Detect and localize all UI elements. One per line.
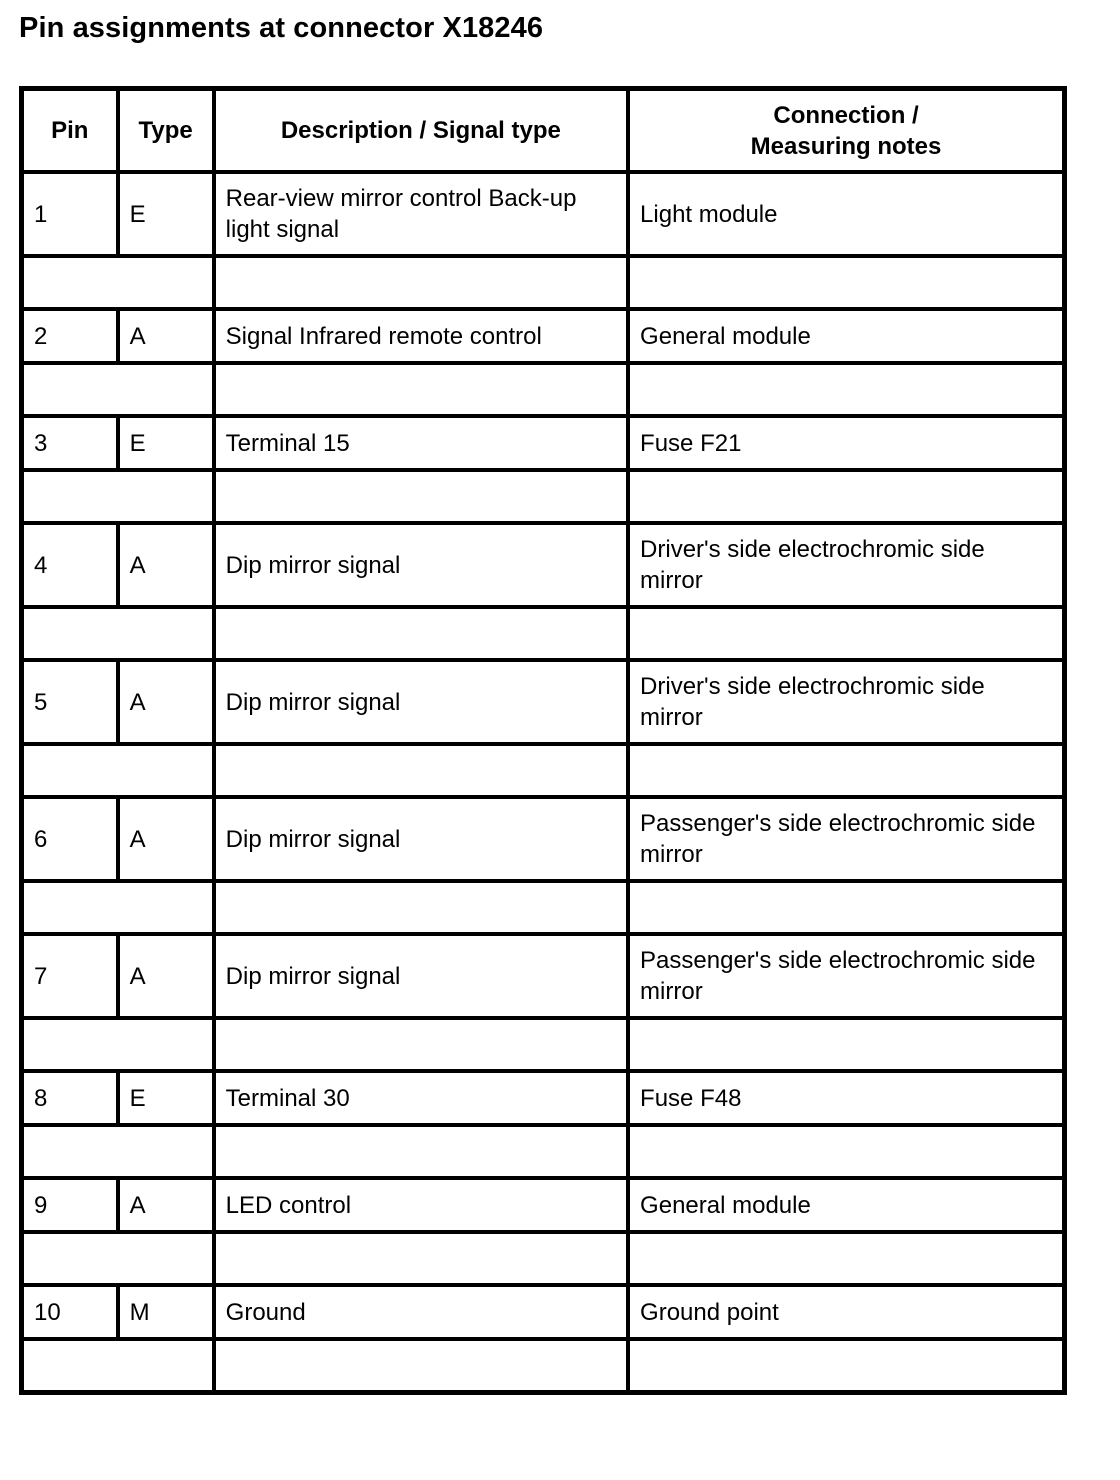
- table-row: [22, 416, 1065, 470]
- connection-cell: Driver's side electrochromic side mirror: [628, 660, 1064, 744]
- type-cell: E: [118, 172, 214, 256]
- header-connection: [628, 89, 1064, 173]
- pin-cell: 4: [22, 523, 118, 607]
- page-title: Pin assignments at connector X18246: [19, 12, 544, 44]
- connection-cell: Passenger's side electrochromic side mirror: [628, 934, 1064, 1018]
- pin-cell: 5: [22, 660, 118, 744]
- spacer-cell: [628, 1125, 1064, 1178]
- header-description: Description / Signal type: [214, 89, 628, 173]
- description-cell: Dip mirror signal: [214, 934, 628, 1018]
- description-cell: Signal Infrared remote control: [214, 309, 628, 363]
- table-header-row: [22, 89, 1065, 173]
- spacer-cell: [628, 256, 1064, 309]
- connection-cell: General module: [628, 309, 1064, 363]
- spacer-cell: [214, 1339, 628, 1393]
- spacer-cell: [214, 881, 628, 934]
- pin-cell: 6: [22, 797, 118, 881]
- table-row: [22, 309, 1065, 363]
- table-row: [22, 1178, 1065, 1232]
- spacer-row: [22, 1339, 1065, 1393]
- spacer-row: [22, 1125, 1065, 1178]
- type-cell: A: [118, 797, 214, 881]
- spacer-cell: [22, 1339, 214, 1393]
- spacer-cell: [22, 363, 214, 416]
- description-cell: Terminal 30: [214, 1071, 628, 1125]
- pin-assignment-table: [19, 86, 1067, 1395]
- spacer-cell: [214, 744, 628, 797]
- connection-cell: Driver's side electrochromic side mirror: [628, 523, 1064, 607]
- spacer-row: [22, 744, 1065, 797]
- pin-cell: 8: [22, 1071, 118, 1125]
- spacer-row: [22, 256, 1065, 309]
- spacer-cell: [214, 1232, 628, 1285]
- spacer-cell: [214, 1125, 628, 1178]
- spacer-cell: [628, 744, 1064, 797]
- connection-cell: Passenger's side electrochromic side mirror: [628, 797, 1064, 881]
- spacer-cell: [214, 607, 628, 660]
- table-row: [22, 660, 1065, 744]
- connection-cell: General module: [628, 1178, 1064, 1232]
- pin-cell: 10: [22, 1285, 118, 1339]
- spacer-cell: [628, 607, 1064, 660]
- spacer-cell: [22, 256, 214, 309]
- description-cell: Ground: [214, 1285, 628, 1339]
- description-cell: Dip mirror signal: [214, 660, 628, 744]
- connection-cell: Light module: [628, 172, 1064, 256]
- spacer-row: [22, 1232, 1065, 1285]
- spacer-cell: [214, 1018, 628, 1071]
- spacer-cell: [22, 1232, 214, 1285]
- header-pin: Pin: [22, 89, 118, 173]
- table-row: [22, 1285, 1065, 1339]
- spacer-cell: [22, 1018, 214, 1071]
- spacer-cell: [628, 1018, 1064, 1071]
- spacer-cell: [22, 470, 214, 523]
- connection-cell: Fuse F21: [628, 416, 1064, 470]
- table-row: [22, 934, 1065, 1018]
- spacer-cell: [22, 607, 214, 660]
- table-row: [22, 1071, 1065, 1125]
- type-cell: A: [118, 934, 214, 1018]
- description-cell: Dip mirror signal: [214, 523, 628, 607]
- type-cell: M: [118, 1285, 214, 1339]
- type-cell: A: [118, 523, 214, 607]
- type-cell: A: [118, 309, 214, 363]
- table-row: [22, 797, 1065, 881]
- spacer-row: [22, 1018, 1065, 1071]
- table-row: [22, 172, 1065, 256]
- pin-cell: 7: [22, 934, 118, 1018]
- header-connection-line1: Connection /: [773, 101, 919, 129]
- spacer-cell: [628, 363, 1064, 416]
- spacer-cell: [214, 363, 628, 416]
- type-cell: E: [118, 416, 214, 470]
- table-row: [22, 523, 1065, 607]
- description-cell: Rear-view mirror control Back-up light signal: [214, 172, 628, 256]
- description-cell: Dip mirror signal: [214, 797, 628, 881]
- spacer-row: [22, 470, 1065, 523]
- spacer-cell: [22, 881, 214, 934]
- pin-cell: 1: [22, 172, 118, 256]
- spacer-cell: [214, 256, 628, 309]
- connection-cell: Ground point: [628, 1285, 1064, 1339]
- description-cell: Terminal 15: [214, 416, 628, 470]
- spacer-cell: [22, 1125, 214, 1178]
- pin-cell: 2: [22, 309, 118, 363]
- header-connection-line2: Measuring notes: [750, 132, 942, 160]
- connection-cell: Fuse F48: [628, 1071, 1064, 1125]
- type-cell: A: [118, 660, 214, 744]
- spacer-row: [22, 363, 1065, 416]
- spacer-cell: [628, 881, 1064, 934]
- spacer-cell: [628, 470, 1064, 523]
- type-cell: A: [118, 1178, 214, 1232]
- spacer-cell: [22, 744, 214, 797]
- header-type: Type: [118, 89, 214, 173]
- spacer-cell: [214, 470, 628, 523]
- spacer-cell: [628, 1339, 1064, 1393]
- spacer-row: [22, 881, 1065, 934]
- type-cell: E: [118, 1071, 214, 1125]
- pin-cell: 3: [22, 416, 118, 470]
- spacer-cell: [628, 1232, 1064, 1285]
- description-cell: LED control: [214, 1178, 628, 1232]
- spacer-row: [22, 607, 1065, 660]
- pin-cell: 9: [22, 1178, 118, 1232]
